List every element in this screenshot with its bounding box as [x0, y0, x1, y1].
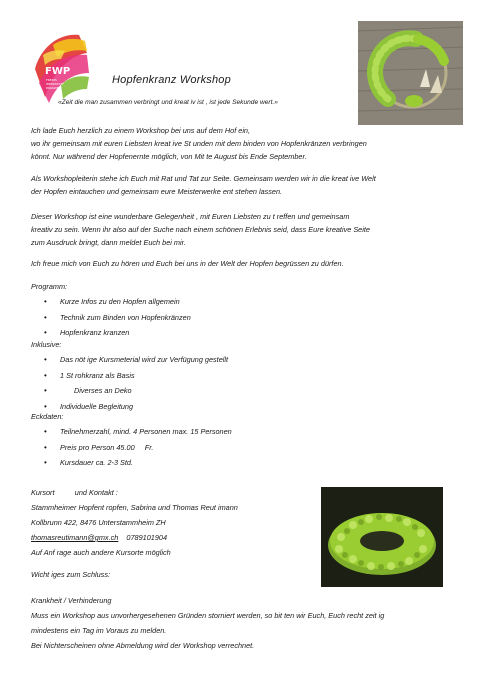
closing-line: Ich freue mich von Euch zu hören und Euch bei uns in der Welt der Hopfen begrüssen zu dürfen. [31, 259, 344, 268]
svg-text:FREDIS: FREDIS [46, 78, 57, 82]
list-item: • Preis pro Person 45.00 Fr. [31, 440, 461, 456]
contact-line [31, 530, 316, 545]
list-item: • Kursdauer ca. 2-3 Std. [31, 455, 461, 471]
bullet-icon: • [44, 355, 47, 364]
hop-wreath-photo [358, 21, 463, 125]
email-link[interactable]: thomasreutimann@gmx.ch [31, 533, 119, 542]
logo-text: FWP [45, 66, 71, 77]
contact-line: Stammheimer Hopfent ropfen, Sabrina und Thomas Reut imann [31, 503, 238, 512]
important-line: mindestens ein Tag im Voraus zu melden. [31, 626, 167, 635]
intro-line: könnt. Nur während der Hopfenernte möglich, von Mit te August bis Ende September. [31, 152, 307, 161]
contact-section [31, 485, 316, 560]
list-item: • Hopfenkranz kranzen [31, 325, 461, 341]
important-line: Muss ein Workshop aus unvorhergesehenen Gründen storniert werden, so bit ten wir Euch, Euch recht zeit ig [31, 611, 385, 620]
inclusive-heading: Inklusive: [31, 340, 62, 349]
list-item: • Das nöt ige Kursmeterial wird zur Verfügung gestellt [31, 352, 461, 368]
bullet-icon: • [44, 458, 47, 467]
bullet-icon: • [44, 401, 47, 411]
bullet-icon: • [44, 297, 47, 306]
important-line: Bei Nichterscheinen ohne Abmeldung wird der Workshop verrechnet. [31, 641, 255, 650]
program-heading: Programm: [31, 282, 68, 291]
list-item: • Individuelle Begleitung [31, 399, 461, 415]
leader-paragraph [31, 172, 461, 198]
leader-line: Als Workshopleiterin stehe ich Euch mit Rat und Tat zur Seite. Gemeinsam werden wir in die kreat ive Welt [31, 174, 376, 183]
bullet-icon: • [44, 312, 47, 322]
bullet-icon: • [44, 386, 47, 395]
opportunity-line: zum Ausdruck bringt, dann meldet Euch bei mir. [31, 238, 186, 247]
keydata-heading: Eckdaten: [31, 412, 64, 421]
keydata-section [31, 411, 461, 471]
leader-line: der Hopfen eintauchen und gemeinsam eure Meisterwerke ent stehen lassen. [31, 187, 283, 196]
quote: «Zeit die man zusammen verbringt und kreat iv ist , ist jede Sekunde wert.» [58, 99, 278, 106]
important-subheading: Krankheit / Verhinderung [31, 596, 112, 605]
svg-text:WERKSTATT: WERKSTATT [46, 82, 64, 86]
page-title: Hopfenkranz Workshop [112, 74, 231, 86]
list-item: • 1 St rohkranz als Basis [31, 368, 461, 384]
intro-line: wo ihr gemeinsam mit euren Liebsten kreat ive St unden mit dem binden von Hopfenkränzen verbringen [31, 139, 367, 148]
opportunity-line: Dieser Workshop ist eine wunderbare Gelegenheit , mit Euren Liebsten zu t reffen und gemeinsam [31, 212, 350, 221]
inclusive-section [31, 339, 461, 414]
important-section [31, 567, 461, 653]
contact-line: Kollbrunn 422, 8476 Unterstammheim ZH [31, 518, 166, 527]
bullet-icon: • [44, 442, 47, 452]
list-item: • Teilnehmerzahl, mind. 4 Personen max. 15 Personen [31, 424, 461, 440]
opportunity-line: kreativ zu sein. Wenn ihr also auf der Suche nach einem schönen Erlebnis seid, dass Eure kreative Seite [31, 225, 370, 234]
contact-heading: Kursort und Kontakt : [31, 488, 118, 497]
important-heading: Wicht iges zum Schluss: [31, 570, 111, 579]
program-section [31, 281, 461, 341]
fwp-logo-icon [31, 25, 93, 107]
bullet-icon: • [44, 370, 47, 380]
list-item: • Diverses an Deko [31, 383, 461, 399]
phone-number: 0789101904 [126, 533, 168, 542]
closing-paragraph [31, 257, 461, 270]
contact-line: Auf Anf rage auch andere Kursorte möglich [31, 548, 171, 557]
opportunity-paragraph [31, 210, 461, 249]
intro-line: Ich lade Euch herzlich zu einem Workshop bei uns auf dem Hof ein, [31, 126, 251, 135]
list-item: • Technik zum Binden von Hopfenkränzen [31, 310, 461, 326]
bullet-icon: • [44, 427, 47, 436]
intro-paragraph [31, 124, 461, 163]
bullet-icon: • [44, 328, 47, 337]
list-item: • Kurze Infos zu den Hopfen allgemein [31, 294, 461, 310]
svg-text:PARADIES: PARADIES [46, 86, 61, 90]
